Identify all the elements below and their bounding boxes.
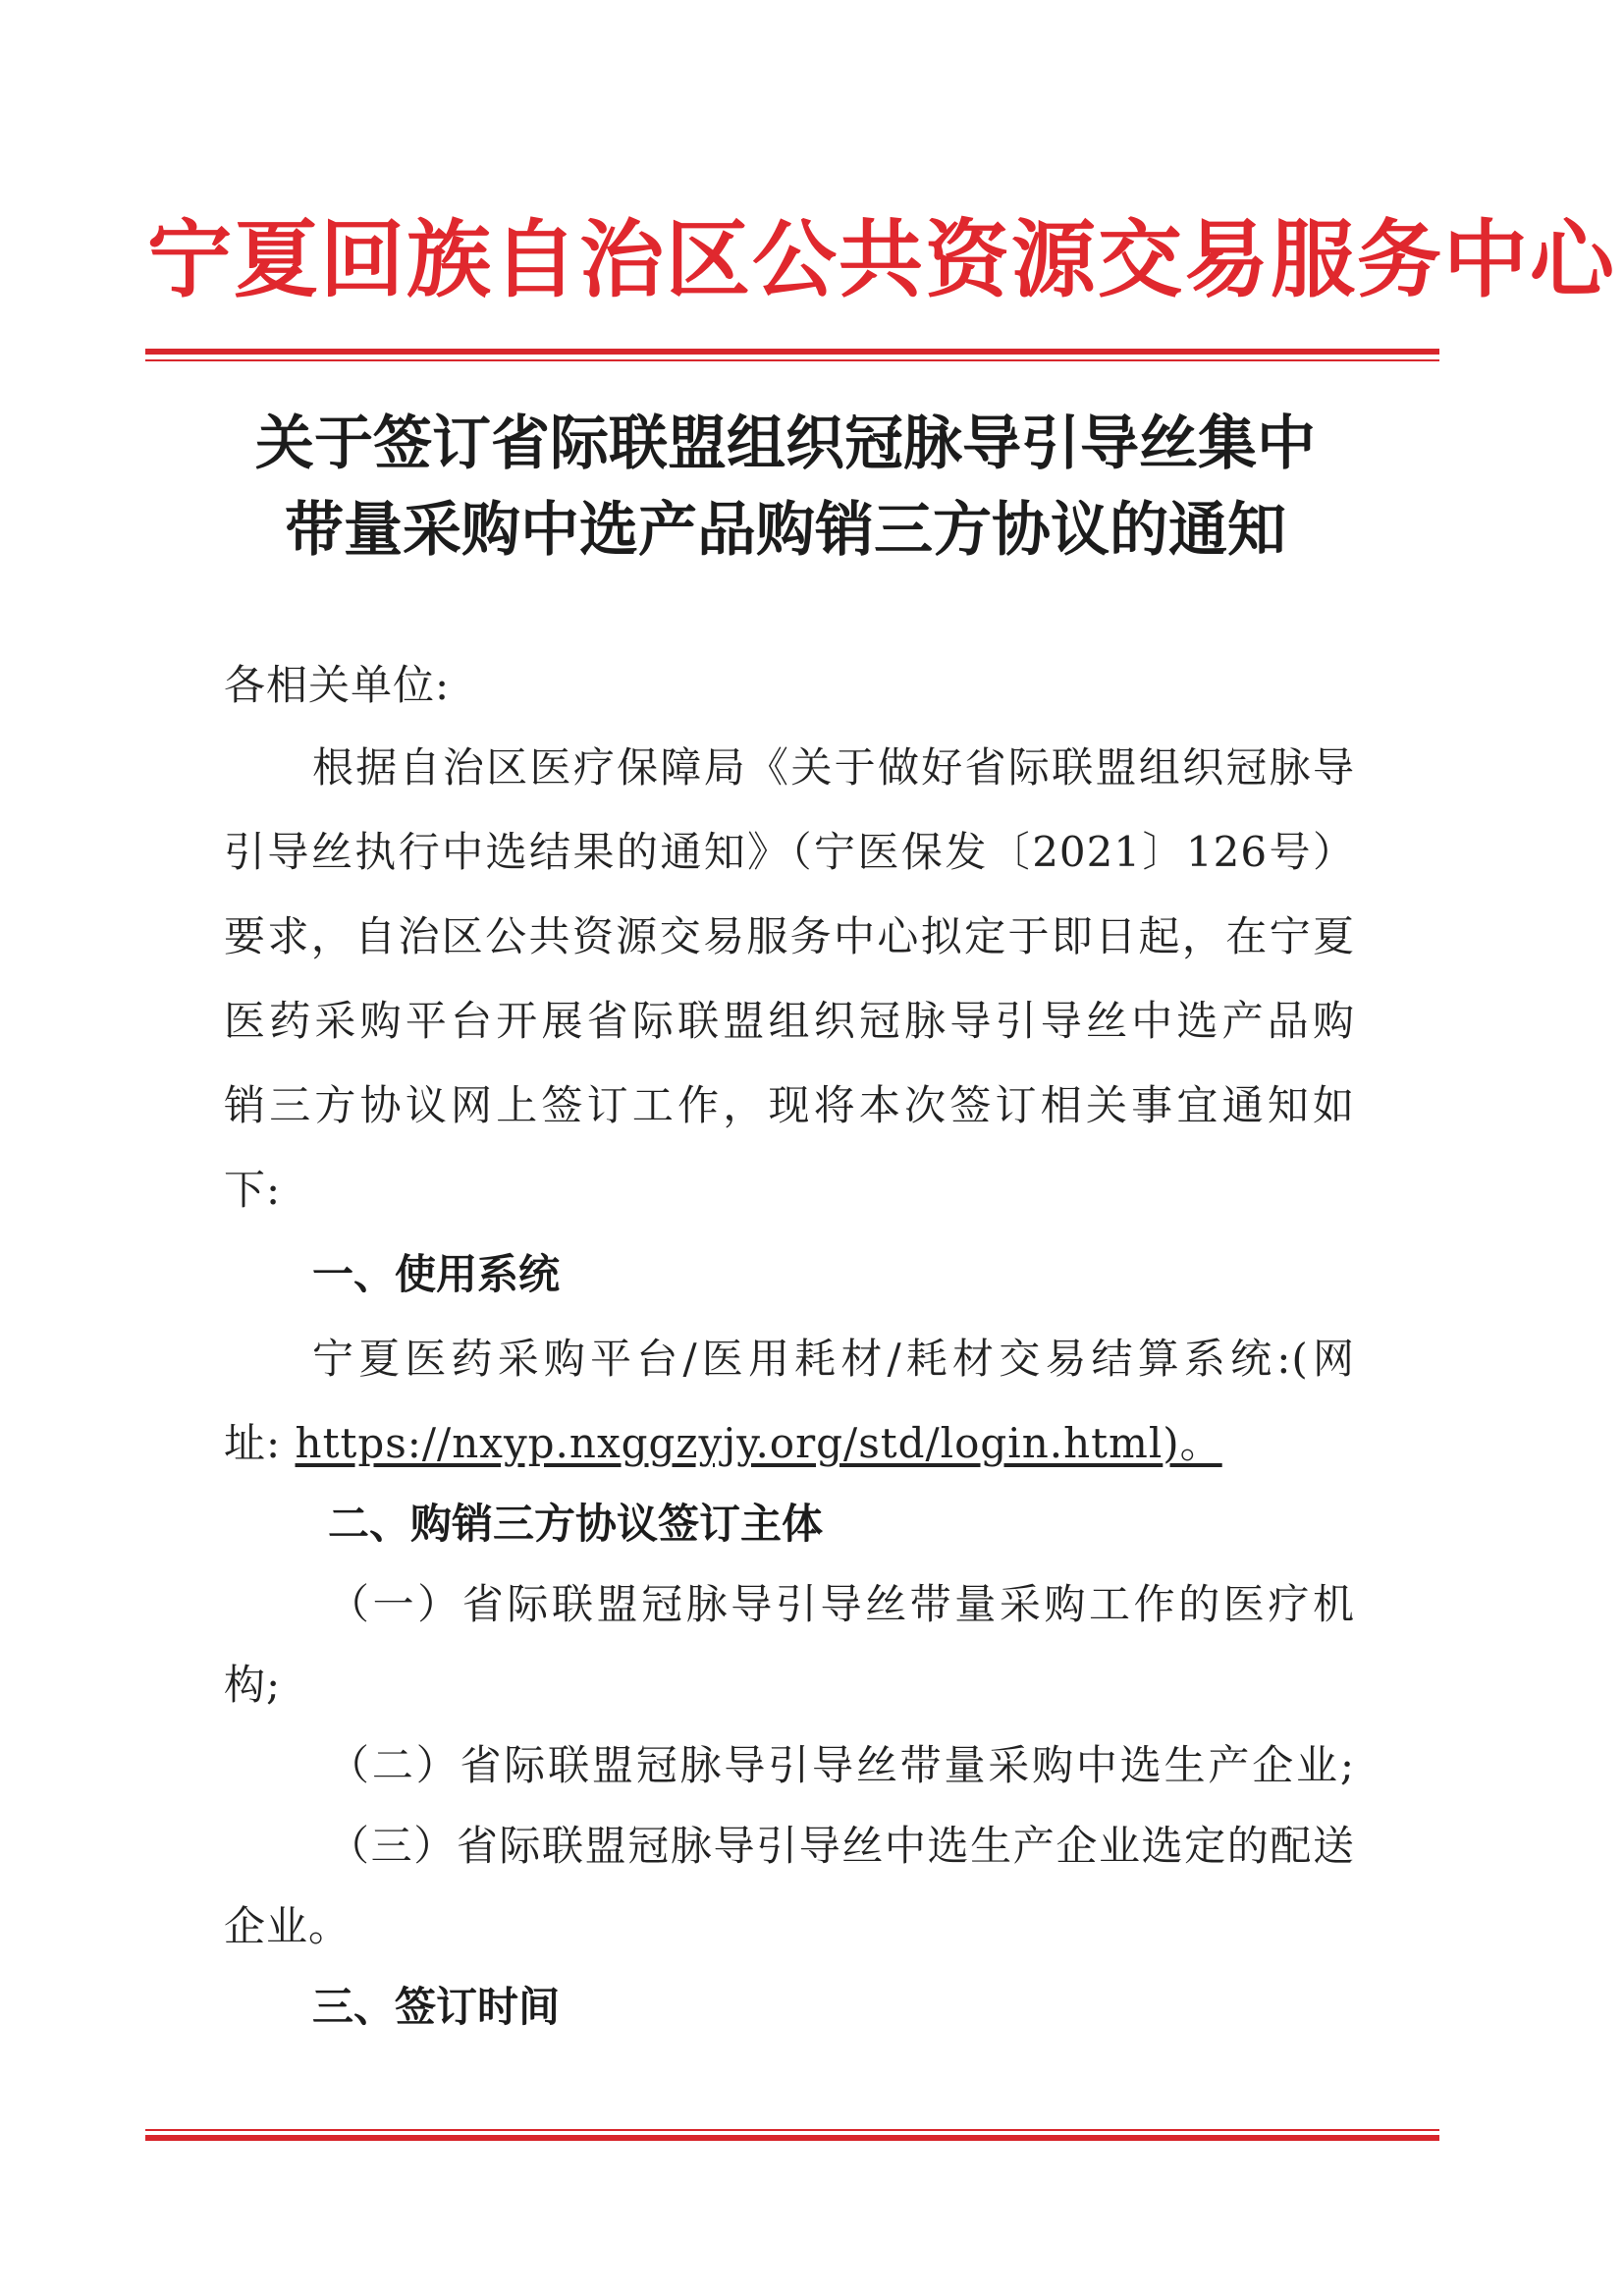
intro-line-6: 下: — [224, 1166, 282, 1214]
section-2-item-1-line-2: 构; — [224, 1661, 282, 1709]
salutation: 各相关单位: — [224, 661, 451, 709]
intro-line-5: 销三方协议网上签订工作，现将本次签订相关事宜通知如 — [224, 1081, 1355, 1129]
platform-url-link[interactable]: https://nxyp.nxggzyjy.org/std/login.html — [295, 1419, 1164, 1467]
intro-line-2: 引导丝执行中选结果的通知》（宁医保发〔2021〕126号） — [224, 828, 1355, 876]
url-prefix: 址: — [224, 1419, 296, 1467]
section-2-item-2: （二）省际联盟冠脉导引导丝带量采购中选生产企业; — [328, 1741, 1355, 1789]
section-1-heading: 一、使用系统 — [312, 1250, 561, 1298]
org-header: 宁夏回族自治区公共资源交易服务中心 — [147, 210, 1616, 309]
section-2-item-3-line-2: 企业。 — [224, 1902, 352, 1950]
header-divider-thin — [145, 359, 1439, 361]
intro-line-4: 医药采购平台开展省际联盟组织冠脉导引导丝中选产品购 — [224, 997, 1355, 1045]
header-divider — [145, 349, 1439, 355]
title-line-2: 带量采购中选产品购销三方协议的通知 — [285, 496, 1286, 565]
section-1-line-1: 宁夏医药采购平台/医用耗材/耗材交易结算系统:(网 — [312, 1335, 1355, 1383]
footer-divider-thin — [145, 2129, 1439, 2131]
document-title — [196, 401, 1375, 574]
title-line-1: 关于签订省际联盟组织冠脉导引导丝集中 — [255, 410, 1316, 478]
url-suffix: )。 — [1163, 1419, 1222, 1467]
section-1-line-2 — [224, 1414, 1355, 1473]
section-2-item-1-line-1: （一）省际联盟冠脉导引导丝带量采购工作的医疗机 — [328, 1580, 1355, 1628]
footer-divider — [145, 2135, 1439, 2141]
intro-line-3: 要求，自治区公共资源交易服务中心拟定于即日起，在宁夏 — [224, 912, 1355, 960]
section-2-heading: 二、购销三方协议签订主体 — [328, 1500, 824, 1548]
section-3-heading: 三、签订时间 — [312, 1983, 561, 2031]
intro-line-1: 根据自治区医疗保障局《关于做好省际联盟组织冠脉导 — [312, 743, 1355, 792]
section-2-item-3-line-1: （三）省际联盟冠脉导引导丝中选生产企业选定的配送 — [328, 1822, 1355, 1870]
